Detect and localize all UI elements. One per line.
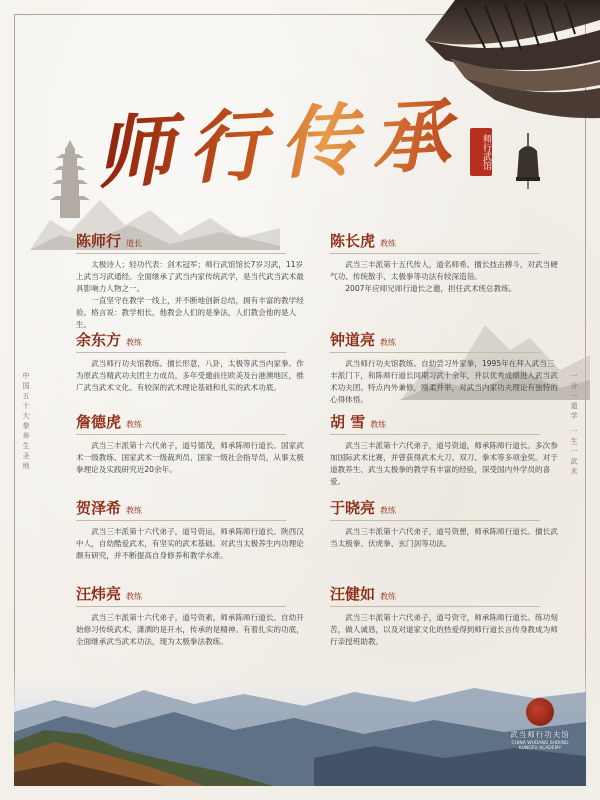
coach-name: 汪健如 [330,585,376,603]
side-slogan-right: 一分一道学 一生一武术 [570,372,578,478]
coach-bio: 武当师行功夫馆教练。自幼尝习外家拳，1995年在拜入武当三丰派门下，和陈师行道长同期习武十余年，并以优秀成绩进入武当武术功夫团。特点内外兼修，刚柔并举，对武当内家功夫理论有独特的心得体悟。 [330,359,558,404]
logo-name: 武当师行功夫馆 [510,730,570,739]
coach-name: 贺泽希 [76,499,122,517]
coach-role: 教练 [126,420,143,429]
coach-role: 道长 [126,239,143,248]
coach-role: 教练 [380,592,397,601]
coach-bio: 太极诗人；轻功代表：剑术冠军；师行武馆馆长7岁习武，11岁上武当习武通经。全面继承了武当内家传统武学，是当代武当武术最具影响力人物之一。 [76,260,304,293]
coach-entry [330,583,560,648]
coach-role: 教练 [126,592,143,601]
coach-entry [330,497,560,550]
coach-name: 陈长虎 [330,232,376,250]
coach-bio: 一直坚守在教学一线上，并不断地创新总结，拥有丰富的教学经验。格言说：教学相长，他教会人们的是拳法，人们教会他的是人生。 [76,296,304,329]
coach-bio: 武当三丰派第十五代传人，道名师希。擅长技击搏斗，对武当硬气功、传统散手、太极拳等功法有较深造诣。 [330,260,558,281]
coach-entry [330,411,560,488]
coach-name: 陈师行 [76,232,122,250]
divider [76,434,286,435]
side-slogan-left: 中国五十大拳养生圣地 [22,372,30,472]
divider [330,606,540,607]
coach-role: 教练 [370,420,387,429]
coach-entry [76,583,306,648]
divider [330,520,540,521]
divider [76,352,286,353]
divider [76,606,286,607]
coach-name: 钟道亮 [330,331,376,349]
coach-entry [76,230,306,331]
academy-logo [505,698,575,763]
coach-bio: 武当师行功夫馆教练。擅长形意，八卦，太极等武当内家拳。作为原武当精武功夫团主力成员，多年受邀前往欧美及台港澳地区，推广武当武术文化。有较深的武术理论基础和扎实的武术功底。 [76,359,304,392]
divider [330,434,540,435]
logo-subtitle: CHINA WUDANG SHIXING KUNGFU ACADEMY [511,741,569,751]
logo-emblem-icon [526,698,554,726]
coach-name: 于晓亮 [330,499,376,517]
coach-bio: 武当三丰派第十六代弟子，道号资运，师承陈师行道长。陕西汉中人，自幼酷爱武术，有坚实的武术基础。对武当太极养生内功理论颇有研究，并不断提高自身修养和教学水准。 [76,527,304,560]
coach-entry [76,329,306,394]
page-title: 师行传承 [93,72,478,192]
coach-bio: 武当三丰派第十六代弟子，道号资道，师承陈师行道长。多次参加国际武术比赛，并曾获得武术大刀、双刀、拳术等多项金奖。对于道教养生、武当太极拳的教学有丰富的经验，深受国内外学员的喜爱。 [330,441,558,486]
coach-role: 教练 [380,239,397,248]
coach-bio: 武当三丰派第十六代弟子，道号德茂，师承陈师行道长。国家武术一级教练、国家武术一级裁判员、国家一级社会指导员，从事太极拳理论及实践研究近20余年。 [76,441,304,474]
coach-name: 汪炜亮 [76,585,122,603]
red-seal-stamp: 师行武馆 [470,128,492,176]
coach-role: 教练 [126,338,143,347]
coach-entry [76,497,306,562]
coach-bio: 武当三丰派第十六代弟子，道号资守，师承陈师行道长。练功刻苦，做人诚恳，以及对道家文化的热爱得到师行道长言传身教成为师行亲授班助教。 [330,613,558,646]
bell-icon [514,133,542,191]
divider [330,253,540,254]
coach-entry [76,411,306,476]
mountain-landscape [14,672,586,786]
divider [330,352,540,353]
coach-name: 詹德虎 [76,413,122,431]
coach-bio: 武当三丰派第十六代弟子，道号资素，师承陈师行道长。自幼开始修习传统武术，潇洒的是开水，传承的是精神。有着扎实的功底，全面继承武当武术功法，现为太极拳法教练。 [76,613,304,646]
coach-bio: 武当三丰派第十六代弟子，道号资憩，师承陈师行道长。擅长武当太极拳、伏虎拳、玄门剑等功法。 [330,527,558,548]
coach-role: 教练 [380,506,397,515]
coach-role: 教练 [126,506,143,515]
coach-name: 余东方 [76,331,122,349]
coach-name: 胡 雪 [330,413,366,431]
divider [76,253,286,254]
coach-role: 教练 [380,338,397,347]
divider [76,520,286,521]
coach-entry [330,329,560,406]
coach-entry [330,230,560,295]
coach-bio: 2007年应师兄师行道长之邀，担任武术班总教练。 [345,284,517,293]
